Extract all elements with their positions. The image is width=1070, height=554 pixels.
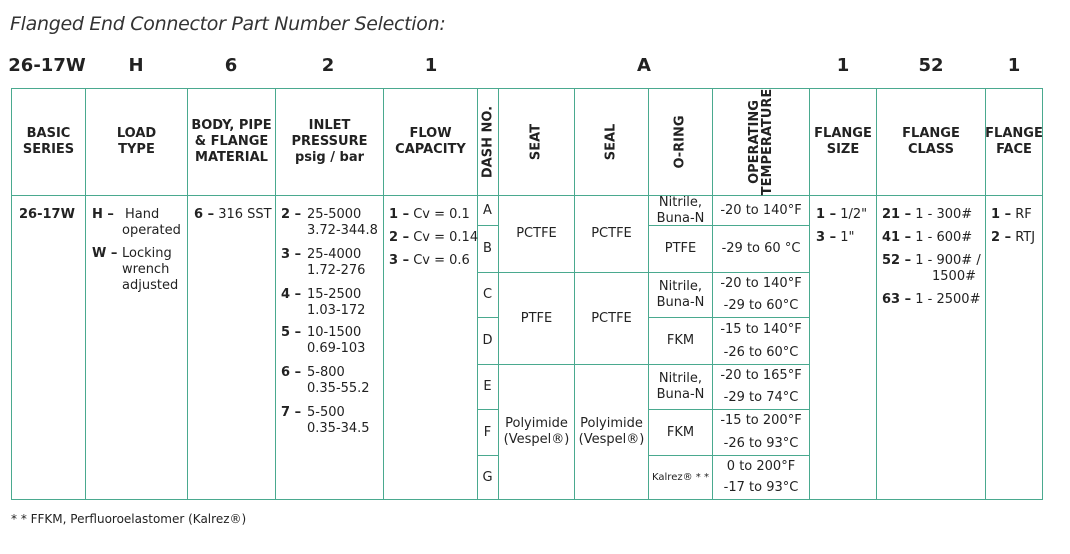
seal-group-cd: PCTFE [591, 310, 632, 326]
seat-group-ab: PCTFE [516, 226, 557, 241]
body-material-6: 6 – 316 SST [194, 207, 272, 222]
header-inlet-pressure: INLET PRESSURE psig / bar [291, 118, 368, 165]
o-ring-b: PTFE [664, 241, 697, 256]
inlet-pressure-6: 6 – 5-800 0.35-55.2 [281, 365, 370, 396]
o-ring-e: Nitrile, Buna-N [656, 371, 705, 402]
inlet-pressure-5: 5 – 10-1500 0.69-103 [281, 325, 366, 356]
temp-d-f: -15 to 140°F [720, 321, 802, 337]
flange-class-21: 21 – 1 - 300# [882, 207, 973, 222]
dash-f: F [483, 424, 492, 440]
flow-capacity-3: 3 – Cv = 0.6 [389, 253, 470, 268]
dash-d: D [482, 333, 493, 348]
o-ring-f: FKM [666, 424, 695, 440]
temp-ab-c: -29 to 60 °C [721, 241, 801, 256]
o-ring-c: Nitrile, Buna-N [656, 279, 705, 310]
header-flow-capacity: FLOW CAPACITY [395, 126, 466, 157]
dash-a: A [483, 202, 492, 218]
flange-class-63: 63 – 1 - 2500# [882, 292, 981, 307]
load-type-h: H – Hand operated [92, 207, 181, 238]
flow-capacity-2: 2 – Cv = 0.14 [389, 230, 479, 245]
flange-size-3: 3 – 1" [816, 230, 855, 245]
inlet-pressure-4: 4 – 15-2500 1.03-172 [281, 287, 366, 318]
part-number-row [0, 55, 1070, 81]
flange-class-41: 41 – 1 - 600# [882, 230, 973, 245]
header-basic-series: BASIC SERIES [22, 126, 75, 157]
header-flange-face: FLANGE FACE [985, 126, 1043, 157]
header-dash-no: DASH NO. [480, 105, 496, 179]
temp-g-f: 0 to 200°F [726, 458, 796, 474]
header-body-material: BODY, PIPE & FLANGE MATERIAL [191, 118, 272, 165]
temp-e-c: -29 to 74°C [723, 390, 799, 405]
part-number-flange-class: 52 [918, 55, 944, 76]
part-number-load-type: H [128, 55, 144, 76]
header-operating-temperature: OPERATING TEMPERATURE [747, 88, 775, 196]
temp-ab-f: -20 to 140°F [720, 202, 802, 218]
dash-b: B [483, 241, 492, 256]
inlet-pressure-3: 3 – 25-4000 1.72-276 [281, 247, 366, 278]
seat-group-efg: Polyimide (Vespel®) [503, 416, 570, 447]
seat-group-cd: PTFE [520, 310, 553, 326]
o-ring-g: Kalrez® * * [652, 471, 709, 483]
temp-c-f: -20 to 140°F [720, 276, 802, 291]
part-number-series: 26-17W [8, 55, 86, 76]
seal-group-efg: Polyimide (Vespel®) [578, 416, 645, 447]
flange-face-1: 1 – RF [991, 207, 1032, 222]
header-flange-class: FLANGE CLASS [902, 126, 960, 157]
part-number-material: 6 [224, 55, 238, 76]
part-number-flange-size: 1 [836, 55, 850, 76]
temp-d-c: -26 to 60°C [723, 344, 799, 360]
flange-class-52: 52 – 1 - 900# / 1500# [882, 253, 981, 284]
selection-table [11, 88, 1043, 500]
temp-e-f: -20 to 165°F [720, 368, 802, 383]
header-seal: SEAL [603, 123, 619, 161]
header-flange-size: FLANGE SIZE [814, 126, 872, 157]
header-load-type: LOAD TYPE [116, 126, 157, 157]
inlet-pressure-2: 2 – 25-5000 3.72-344.8 [281, 207, 378, 238]
flange-size-1: 1 – 1/2" [816, 207, 868, 222]
o-ring-a: Nitrile, Buna-N [656, 194, 705, 226]
temp-f-c: -26 to 93°C [723, 435, 799, 451]
flange-face-2: 2 – RTJ [991, 230, 1036, 245]
temp-f-f: -15 to 200°F [720, 413, 802, 428]
basic-series-value: 26-17W [19, 207, 75, 222]
part-number-pressure: 2 [321, 55, 335, 76]
part-number-dash: A [637, 55, 651, 76]
dash-g: G [482, 469, 493, 485]
o-ring-d: FKM [666, 333, 695, 348]
part-number-flange-face: 1 [1007, 55, 1021, 76]
footnote: * * FFKM, Perfluoroelastomer (Kalrez®) [11, 512, 247, 526]
temp-g-c: -17 to 93°C [723, 480, 799, 495]
page-title: Flanged End Connector Part Number Selection: [10, 13, 446, 35]
inlet-pressure-7: 7 – 5-500 0.35-34.5 [281, 405, 370, 436]
flow-capacity-1: 1 – Cv = 0.1 [389, 207, 470, 222]
dash-e: E [483, 379, 492, 394]
header-o-ring: O-RING [672, 115, 688, 169]
temp-c-c: -29 to 60°C [723, 298, 799, 313]
header-seat: SEAT [528, 123, 544, 161]
seal-group-ab: PCTFE [591, 226, 632, 241]
part-number-flow: 1 [424, 55, 438, 76]
dash-c: C [482, 287, 493, 302]
load-type-w: W – Locking wrench adjusted [92, 246, 179, 293]
